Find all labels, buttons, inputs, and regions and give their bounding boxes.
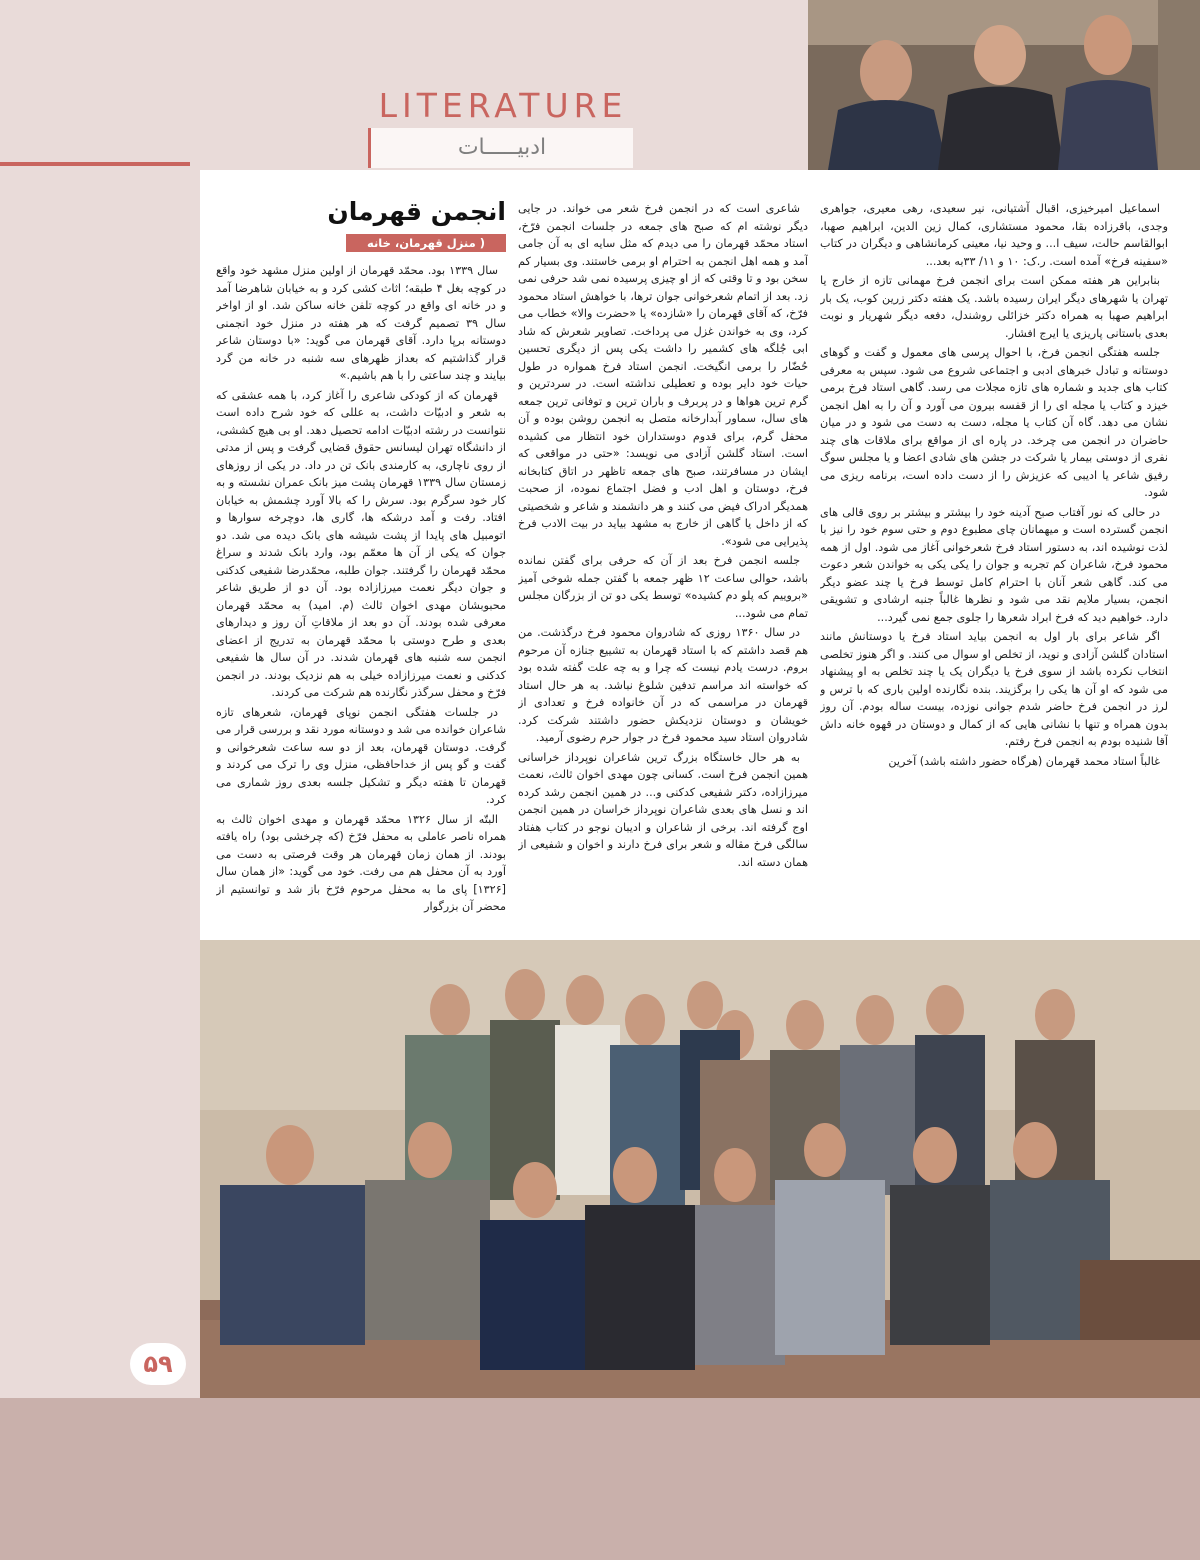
paragraph: به هر حال خاستگاه بزرگ ترین شاعران نوپرداز خراسانی همین انجمن فرخ است. کسانی چون مهدی اخوان ثالث، نعمت میرزازاده، دکتر شفیعی کدکنی و... در همین انجمن رشد کرده اند و نسل های بعدی شاعران نوپرداز خراسان در همین انجمن اوج گرفته اند. برخی از شاعران و ادیبان نوجو در کتاب هفتاد سالگی فرخ مقاله و شعر برای فرخ دارند و اخوان و شفیعی از همان دسته اند. <box>518 750 808 869</box>
text-column-right <box>820 200 1168 920</box>
paragraph: در حالی که نور آفتاب صبح آدینه خود را بیشتر و بیشتر بر روی قالی های انجمن گسترده است و میهمانان چای مطبوع دوم و حتی سوم خود را نیز با لذت نوشیده اند، به دستور استاد فرخ شعرخوانی آغاز می شود. اول از همه محمود فرخ، شاعران کم تجربه و جوان را یکی یکی به خواندن شعر دعوت می کند. گاهی شعر آنان با احترام کامل توسط فرخ یا چند عضو دیگر انجمن، بسیار ملایم نقد می شود و نظرها غالباً جنبه ارشادی و تشویقی دارد. خواهیم دید که فرخ ابراد شعرها را جلوی جمع نمی گیرد... <box>820 505 1168 624</box>
paragraph: سال ۱۳۳۹ بود. محمّد قهرمان از اولین منزل مشهد خود واقع در کوچه بغل ۴ طبقه؛ اثاث کشی کرد و به خیابان شاهرضا آمد و در خانه ای واقع در کوچه تلفن خانه ساکن شد. او از اواخر سال ۳۹ تصمیم گرفت که هر هفته در منزل خود انجمنی دوستانه برپا دارد. آقای قهرمان می گوید: «با دوستان شاعر قرار گذاشتیم که بعداز ظهرهای سه شنبه در خانه من گرد بیایند و چند ساعتی را با هم باشیم.» <box>216 264 506 382</box>
section-rule-left <box>0 162 190 166</box>
article-subtitle: ( منزل قهرمان، خانه قهرمان ) <box>346 234 506 252</box>
text-column-middle <box>518 200 808 920</box>
paragraph: البتّه از سال ۱۳۲۶ محمّد قهرمان و مهدی اخوان ثالث به همراه ناصر عاملی به محفل فرّخ (که چرخشی بود) راه یافته بودند. از همان زمان قهرمان هر وقت فرصتی به دست می آورد به آن محفل هم می رفت. خود می گوید: «از همان سال [۱۳۲۶] پای ما به محفل مرحوم فرّخ باز شد و توانستیم از محضر آن بزرگوار <box>216 812 506 913</box>
article-title: انجمن قهرمان <box>327 197 506 226</box>
page-number: ۵۹ <box>130 1343 186 1385</box>
paragraph: شاعری است که در انجمن فرخ شعر می خواند. در جایی دیگر نوشته ام که صبح های جمعه در جلسات انجمن فرّخ، استاد محمّد قهرمان را می دیدم که مثل سایه ای به آن جامی آمد و همه اهل انجمن به احترام او برمی خاستند. وی بسیار کم سخن بود و تا وقتی که از او چیزی پرسیده نمی شد حرفی نمی زد. بعد از اتمام شعرخوانی جوان ترها، با خواهش استاد محمود فرّخ، که آقای قهرمان را «شازده» یا «حضرت والا» خطاب می کرد، وی به خواندن غزل می پرداخت. تصاویر شعرش که شاد ابی جُلگه های کشمیر را داشت یکی پس از دیگری تحسین حُضّار را برمی انگیخت. انجمن استاد فرخ همواره در طول حیات خود دایر بوده و تعطیلی نداشته است. در سردترین و گرم ترین هواها و در پربرف و باران ترین و توفانی ترین جمعه های سال، سماور آبدارخانه متصل به انجمن روشن بوده و آن محفل گرم، برای قدوم دوستداران خود انتظار می کشیده است. استاد گلشن آزادی می نویسد: «حتی در مواقعی که ایشان در مسافرتند، صبح های جمعه تاظهر در اتاق کتابخانه فرخ، دوستان و اهل ادب و فضل اجتماع نموده، از صحبت همدیگر ادراک فیض می کنند و هر دانشمند و شاعر و شخصیتی که از داخل یا گاهی از خارج به مشهد بیاید در بیت الادب فرخ پذیرایی می شود». <box>518 202 808 548</box>
paragraph: در سال ۱۳۶۰ روزی که شادروان محمود فرخ درگذشت. من هم قصد داشتم که با استاد قهرمان به تشییع جنازه آن مرحوم بروم. درست یادم نیست که چرا و به چه علت گفته شده بود که خواسته اند مراسم تدفین شلوغ نباشد. به هر حال استاد قهرمان در مراسمی که در آن خانواده فرخ و تعدادی از خویشان و دوستان نزدیکش حضور داشتند شرکت کرد. شادروان استاد سید محمود فرخ در جوار حرم رضوی آرمید. <box>518 626 808 744</box>
top-photo <box>808 0 1200 170</box>
paragraph: جلسه انجمن فرخ بعد از آن که حرفی برای گفتن نمانده باشد، حوالی ساعت ۱۲ ظهر جمعه با گفتن جمله شوخی آمیز «بروییم که پلو دم کشیده» توسط یکی دو تن از بزرگان مجلس تمام می شود... <box>518 554 808 620</box>
paragraph: قهرمان که از کودکی شاعری را آغاز کرد، با همه عشقی که به شعر و ادبیّات داشت، به عللی که خود شرح داده است نتوانست در رشته ادبیّات ادامه تحصیل دهد. او بی هیچ کششی، از دانشگاه تهران لیسانس حقوق قضایی گرفت و پس از مدتی از روی ناچاری، به کارمندی بانک تن در داد. در یکی از روزهای زمستان سال ۱۳۳۹ قهرمان پشت میز بانک عمران نشسته و به کار خود سرگرم بود. سرش را که بالا آورد چشمش به خیابان افتاد. رفت و آمد درشکه ها، گاری ها، دوچرخه سوارها و اتومبیل های پایدا از پشت شیشه های بانک دیده می شد. دو جوان که یکی از آن ها معمّم بود، وارد بانک شدند و سراغ محمّد قهرمان را گرفتند. جوان طلبه، محمّدرضا شفیعی کدکنی و جوان دیگر نعمت میرزازاده بود. آن دو از طریق شاعر محبوبشان مهدی اخوان ثالث (م. امید) به محمّد قهرمان معرفی شده بودند. آن دو بعد از ملاقاتِ آن روز و دیدارهای بعدی و طرح دوستی با محمّد قهرمان به تدریج از اعضای انجمن سه شنبه های قهرمان شدند. در آن سال ها شفیعی کدکنی و نعمت میرزازاده خیلی به هم نزدیک بودند. در انجمن فرّخ و محفل سرگذر نگارنده هم شرکت می کردند. <box>216 388 506 699</box>
top-photo-illustration <box>808 0 1200 170</box>
paragraph: اگر شاعر برای بار اول به انجمن بیاید استاد فرخ یا دوستانش مانند استادان گلشن آزادی و نوید، از تخلص او سوال می کنند. و اگر هنوز تخلصی انتخاب نکرده باشد از سوی فرخ یا دیگران یک یا چند تخلص به او پیشنهاد می شود که او آن ها یکی را برگزیند. بنده نگارنده اولین باری که با ترس و لرز در انجمن فرخ حاضر شدم جوانی نوزده، بیست ساله بودم. آن روز بدون همراه و تنها با نشانی هایی که از کمال و دوستان در قهوه خانه داش آقا شنیده بودم به انجمن فرخ رفتم. <box>820 630 1168 748</box>
paragraph: جلسه هفتگی انجمن فرخ، با احوال پرسی های معمول و گفت و گوهای دوستانه و تبادل خبرهای ادبی و اجتماعی شروع می شود. سپس به معرفی کتاب های جدید و شماره های تازه مجلات می رسد. گاهی استاد فرخ برمی خیزد و کتاب یا مجله ای را از قفسه بیرون می آورد و آن را به اهل انجمن نشان می دهد. گاه آن کتاب یا مجله، دست به دست می شود و در میان حاضران در انجمن می چرخد. در پاره ای از مواقع برای ملاقات های چند نفری از دوستی بیمار یا شرکت در جشن های شادی اعضا و یا مجلس سوگ رفیق شاعر یا ادیبی که عزیزش را از دست داده است، برنامه ریزی می شود. <box>820 346 1168 499</box>
group-photo-illustration <box>200 940 1200 1422</box>
text-column-left <box>216 262 506 922</box>
section-title-english: LITERATURE <box>378 86 628 125</box>
paragraph: غالباً استاد محمد قهرمان (هرگاه حضور داشته باشد) آخرین <box>888 754 1160 768</box>
paragraph: بنابراین هر هفته ممکن است برای انجمن فرخ مهمانی تازه از خارج یا تهران یا شهرهای دیگر ایران رسیده باشد. یک هفته دکتر زرین کوب، یک بار ابراهیم صهبا به همراه دکتر خزائلی روشندل، دفعه دیگر شهریار و نوبت بعدی باستانی پاریزی یا ایرج افشار. <box>820 274 1168 340</box>
article-text-panel <box>200 170 1200 940</box>
bottom-band <box>0 1398 1200 1560</box>
group-photo <box>200 940 1200 1422</box>
paragraph: اسماعیل امیرخیزی، اقبال آشتیانی، نیر سعیدی، رهی معیری، جواهری وجدی، باقرزاده بقا، محمود مستشاری، کمال زین الدین، ابراهیم صهبا، ابوالقاسم حالت، سیف ا... و وحید نیا، معینی کرمانشاهی و دیگران در کتاب «سفینه فرخ» آمده است. ر.ک: ۱۰ و ۱۱/ ۳۳به بعد... <box>820 202 1168 268</box>
section-title-persian: ادبیـــــات <box>368 128 633 168</box>
paragraph: در جلسات هفتگی انجمن نوپای قهرمان، شعرهای تازه شاعران خوانده می شد و دوستانه مورد نقد و بررسی قرار می گرفت. دوستان قهرمان، بعد از دو سه ساعت شعرخوانی و گفت و گو پس از خداحافظی، منزل وی را ترک می کردند و قهرمان تا هفته دیگر و تشکیل جلسه بعدی روز شماری می کرد. <box>216 705 506 806</box>
